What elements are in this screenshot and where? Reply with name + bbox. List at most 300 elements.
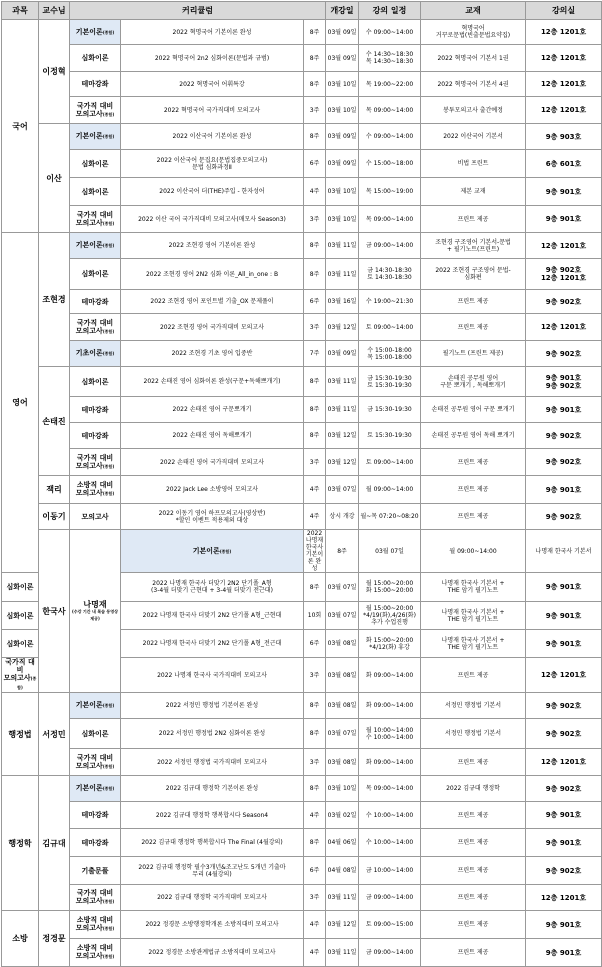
category-label: 기본이론 <box>192 546 220 555</box>
professor-name: 이동기 <box>42 512 66 521</box>
start-date-cell: 03월 12일 <box>326 911 359 939</box>
professor-cell <box>70 530 121 693</box>
start-date-cell: 03월 10일 <box>326 97 359 124</box>
schedule-table <box>1 1 602 967</box>
category-label: 심화이론 <box>81 729 109 738</box>
room-cell: 9층 901호 <box>526 829 602 857</box>
schedule-cell: 수 19:00~21:30 <box>359 290 421 314</box>
table-row <box>2 150 602 178</box>
textbook-cell: 손태진 공무원 영어 구문 뽀개기 , 독해뽀개기 <box>421 367 526 397</box>
start-date-cell: 03월 07일 <box>326 573 359 602</box>
room-cell: 12층 1201호 <box>526 749 602 776</box>
weeks-cell: 4주 <box>304 939 326 967</box>
weeks-cell: 10회 <box>304 602 326 630</box>
category-label: 심화이론 <box>81 377 109 386</box>
weeks-cell: 6주 <box>304 630 326 658</box>
weeks-cell: 3주 <box>304 749 326 776</box>
course-name-cell: 2022 이산국어 문집요(문법집중모의고사) 문법 심화과정Ⅱ <box>121 150 304 178</box>
start-date-cell: 03월 11일 <box>326 367 359 397</box>
start-date-cell: 03월 16일 <box>326 290 359 314</box>
schedule-cell: 목 15:00~19:00 <box>359 178 421 206</box>
room-cell: 9층 902호 <box>526 776 602 802</box>
start-date-cell: 03월 09일 <box>326 124 359 150</box>
table-row <box>2 20 602 45</box>
schedule-cell: 수 15:00~18:00 <box>359 150 421 178</box>
category-label: 기초이론 <box>75 349 103 357</box>
start-date-cell: 03월 09일 <box>326 45 359 72</box>
start-date-cell: 03월 11일 <box>326 259 359 290</box>
professor-name: 잭리 <box>46 485 62 494</box>
subject-cell: 소방 <box>2 911 39 967</box>
header-row <box>2 2 602 20</box>
schedule-cell: 토 15:30-19:30 <box>359 423 421 449</box>
table-row <box>2 178 602 206</box>
textbook-cell: 프린트 제공 <box>421 802 526 829</box>
course-name-cell: 2022 조현경 영어 포인트별 기출_OX 문제풀이 <box>121 290 304 314</box>
room-cell: 9층 901호 <box>526 178 602 206</box>
table-row <box>2 802 602 829</box>
weeks-cell: 8주 <box>304 72 326 97</box>
course-name-cell: 2022 이동기 영어 하프모의고사(영상반) *할인 이벤트 적용제외 대상 <box>121 504 304 530</box>
professor-cell <box>39 504 70 530</box>
textbook-cell: 프린트 제공 <box>421 449 526 476</box>
professor-note: (수강 기간 내 복습 동영상 제공) <box>71 608 119 621</box>
weeks-cell: 8주 <box>304 423 326 449</box>
textbook-cell: 제본 교재 <box>421 178 526 206</box>
textbook-cell: 필기노트 (프린트 제공) <box>421 341 526 367</box>
category-cell <box>70 857 121 885</box>
start-date-cell: 03월 07일 <box>326 476 359 504</box>
professor-cell <box>39 776 70 911</box>
textbook-cell: 2022 혁명국어 기본서 4권 <box>421 72 526 97</box>
room-cell: 12층 1201호 <box>526 885 602 911</box>
course-name-cell: 2022 나명재 한국사 기본이론 완성 <box>304 530 326 573</box>
schedule-cell: 목 09:00~14:00 <box>359 97 421 124</box>
category-cell <box>70 423 121 449</box>
category-cell <box>2 658 39 693</box>
course-name-cell: 2022 김규대 행정학 행복합시다 The Final (4월강의) <box>121 829 304 857</box>
weeks-cell: 8주 <box>304 693 326 719</box>
weeks-cell: 3주 <box>304 206 326 233</box>
category-cell <box>121 530 304 573</box>
start-date-cell: 04월 08일 <box>326 857 359 885</box>
category-label: 소방직 대비 모의고사 <box>75 916 114 932</box>
schedule-cell: 월 09:00~14:00 <box>421 530 526 573</box>
category-label: 국가직 대비 모의고사 <box>75 889 114 905</box>
textbook-cell: 손태진 공무원 영어 구문 뽀개기 <box>421 397 526 423</box>
category-cell <box>70 504 121 530</box>
weeks-cell: 8주 <box>304 829 326 857</box>
course-name-cell: 2022 김규대 행정학 국가직대비 모의고사 <box>121 885 304 911</box>
category-tag: (종합) <box>102 954 115 959</box>
category-label: 국가직 대비 모의고사 <box>75 318 114 335</box>
category-label: 국가직 대비 모의고사 <box>75 753 114 770</box>
schedule-cell: 월~목 07:20~08:20 <box>359 504 421 530</box>
start-date-cell: 04월 06일 <box>326 829 359 857</box>
textbook-cell: 프린트 제공 <box>421 885 526 911</box>
room-cell: 9층 901호 9층 902호 <box>526 367 602 397</box>
textbook-cell: 2022 혁명국어 기본서 1권 <box>421 45 526 72</box>
start-date-cell: 03월 08일 <box>326 658 359 693</box>
category-cell <box>70 314 121 341</box>
table-row <box>2 829 602 857</box>
category-label: 심화이론 <box>6 583 34 591</box>
textbook-cell: 혁명국어 거꾸로문법(빈출문법요약집) <box>421 20 526 45</box>
schedule-cell: 월 09:00~14:00 <box>359 476 421 504</box>
subject-cell: 행정학 <box>2 776 39 911</box>
table-row <box>2 341 602 367</box>
professor-cell <box>39 367 70 476</box>
table-row <box>2 233 602 259</box>
weeks-cell: 3주 <box>304 314 326 341</box>
start-date-cell: 03월 09일 <box>326 20 359 45</box>
start-date-cell: 03월 07일 <box>326 602 359 630</box>
category-cell <box>70 939 121 967</box>
header-room: 강의실 <box>526 2 602 20</box>
schedule-cell: 월 15:00~20:00 화 15:00~20:00 <box>359 573 421 602</box>
category-cell <box>70 749 121 776</box>
start-date-cell: 03월 07일 <box>359 530 421 573</box>
category-tag: (종합) <box>102 463 115 469</box>
start-date-cell: 03월 08일 <box>326 630 359 658</box>
weeks-cell: 8주 <box>304 367 326 397</box>
subject-cell: 행정법 <box>2 693 39 776</box>
start-date-cell: 03월 10일 <box>326 776 359 802</box>
table-row <box>2 72 602 97</box>
textbook-cell: 프린트 제공 <box>421 290 526 314</box>
professor-name: 김규대 <box>42 838 66 848</box>
textbook-cell: 2022 이산국어 기본서 <box>421 124 526 150</box>
category-label: 국가직 대비 모의고사 <box>75 210 114 227</box>
schedule-cell: 화 09:00~14:00 <box>359 749 421 776</box>
professor-cell <box>39 693 70 776</box>
room-cell: 9층 903호 <box>526 124 602 150</box>
course-name-cell: 2022 김규대 행정학 필수3개년&조고난도 5개년 기출마 무리 (4월강의) <box>121 857 304 885</box>
schedule-cell: 금 15:30-19:30 토 15:30-19:30 <box>359 367 421 397</box>
course-name-cell: 2022 손태진 영어 독해뽀개기 <box>121 423 304 449</box>
schedule-cell: 금 14:30-18:30 토 14:30-18:30 <box>359 259 421 290</box>
schedule-cell: 토 09:00~14:00 <box>359 314 421 341</box>
category-label: 모의고사 <box>81 512 109 521</box>
weeks-cell: 8주 <box>304 573 326 602</box>
header-schedule: 강의 일정 <box>359 2 421 20</box>
category-label: 테마강좌 <box>81 838 109 847</box>
category-cell <box>70 20 121 45</box>
room-cell: 9층 901호 <box>526 939 602 967</box>
table-row <box>2 857 602 885</box>
schedule-cell: 목 09:00~14:00 <box>359 206 421 233</box>
start-date-cell: 03월 09일 <box>326 341 359 367</box>
table-row <box>2 97 602 124</box>
professor-name: 이산 <box>46 173 62 183</box>
category-tag: (종합) <box>102 491 115 496</box>
textbook-cell: 손태진 공무원 영어 독해 뽀개기 <box>421 423 526 449</box>
course-name-cell: 2022 손태진 영어 심화이론 완성(구문+독해쁘개기) <box>121 367 304 397</box>
professor-cell <box>39 20 70 124</box>
table-row <box>2 290 602 314</box>
category-label: 국가직 대비 모의고사 <box>3 658 35 682</box>
weeks-cell: 4주 <box>304 802 326 829</box>
category-label: 테마강좌 <box>81 297 109 306</box>
room-cell: 12층 1201호 <box>526 20 602 45</box>
course-name-cell: 2022 손태진 영어 국가직대비 모의고사 <box>121 449 304 476</box>
category-tag: (종합) <box>102 703 115 708</box>
course-name-cell: 2022 조현경 영어 기본이론 완성 <box>121 233 304 259</box>
schedule-cell: 월 15:00~20:00 *4/19(화),4/26(화) 추가 수업진행 <box>359 602 421 630</box>
category-cell <box>70 397 121 423</box>
category-cell <box>70 72 121 97</box>
start-date-cell: 03월 11일 <box>326 397 359 423</box>
table-row <box>2 911 602 939</box>
course-name-cell: 2022 혁명국어 어휘특강 <box>121 72 304 97</box>
weeks-cell: 4주 <box>304 911 326 939</box>
category-cell <box>2 573 39 602</box>
table-row <box>2 776 602 802</box>
textbook-cell: 프린트 제공 <box>421 658 526 693</box>
schedule-cell: 토 09:00~15:00 <box>359 911 421 939</box>
category-label: 기본이론 <box>75 132 103 140</box>
category-cell <box>70 206 121 233</box>
category-cell <box>70 150 121 178</box>
table-row <box>2 259 602 290</box>
category-cell <box>2 602 39 630</box>
subject-cell: 한국사 <box>39 530 70 693</box>
category-label: 테마강좌 <box>81 811 109 819</box>
course-name-cell: 2022 이산국어 기본이론 완성 <box>121 124 304 150</box>
category-label: 기본이론 <box>75 241 103 249</box>
schedule-cell: 목 19:00~22:00 <box>359 72 421 97</box>
category-tag: (종합) <box>17 676 37 690</box>
schedule-cell: 목 09:00~14:00 <box>359 776 421 802</box>
category-tag: (종합) <box>102 786 115 791</box>
category-tag: (종합) <box>102 763 115 769</box>
professor-name: 나명재 <box>83 599 107 609</box>
course-name-cell: 2022 서정민 행정법 기본이론 완성 <box>121 693 304 719</box>
category-cell <box>70 341 121 367</box>
textbook-cell: 나명재 한국사 기본서 + THE 암기 필기노트 <box>421 630 526 658</box>
table-row <box>2 504 602 530</box>
textbook-cell: 봉투모의고사 출간예정 <box>421 97 526 124</box>
category-cell <box>70 476 121 504</box>
weeks-cell: 7주 <box>304 341 326 367</box>
category-cell <box>70 885 121 911</box>
textbook-cell: 비법 프린트 <box>421 150 526 178</box>
category-label: 심화이론 <box>6 639 34 648</box>
weeks-cell: 8주 <box>326 530 359 573</box>
table-row <box>2 206 602 233</box>
category-label: 테마강좌 <box>81 80 109 88</box>
category-cell <box>70 719 121 749</box>
textbook-cell: 프린트 제공 <box>421 857 526 885</box>
course-name-cell: 2022 서정민 행정법 국가직대비 모의고사 <box>121 749 304 776</box>
category-label: 소방직 대비 모의고사 <box>75 944 114 960</box>
category-label: 테마강좌 <box>81 431 109 440</box>
course-name-cell: 2022 조현경 영어 2N2 심화 이론_All_in_one : B <box>121 259 304 290</box>
course-name-cell: 2022 혁명국어 국가직대비 모의고사 <box>121 97 304 124</box>
professor-cell <box>39 911 70 967</box>
textbook-cell: 조현경 구조영어 기본서-문법 + 필기노트(프린트) <box>421 233 526 259</box>
start-date-cell: 03월 11일 <box>326 939 359 967</box>
schedule-body <box>2 20 602 967</box>
weeks-cell: 4주 <box>304 476 326 504</box>
professor-cell <box>39 476 70 504</box>
category-label: 기본이론 <box>75 701 103 709</box>
category-label: 기출문풀 <box>81 866 109 875</box>
weeks-cell: 8주 <box>304 45 326 72</box>
table-row <box>2 749 602 776</box>
room-cell: 9층 902호 <box>526 857 602 885</box>
start-date-cell: 03월 10일 <box>326 178 359 206</box>
start-date-cell: 상시 개강 <box>326 504 359 530</box>
category-label: 테마강좌 <box>81 405 109 414</box>
room-cell: 9층 901호 <box>526 802 602 829</box>
start-date-cell: 03월 11일 <box>326 885 359 911</box>
weeks-cell: 8주 <box>304 259 326 290</box>
subject-cell: 영어 <box>2 233 39 573</box>
room-cell: 9층 902호 <box>526 423 602 449</box>
table-row <box>2 367 602 397</box>
category-tag: (종합) <box>102 220 115 226</box>
textbook-cell: 프린트 제공 <box>421 504 526 530</box>
room-cell: 12층 1201호 <box>526 45 602 72</box>
textbook-cell: 나명재 한국사 기본서 <box>526 530 602 573</box>
course-name-cell: 2022 김규대 행정학 기본이론 완성 <box>121 776 304 802</box>
category-cell <box>70 802 121 829</box>
professor-name: 이정혁 <box>42 67 66 76</box>
category-cell <box>70 45 121 72</box>
room-cell: 6층 601호 <box>526 150 602 178</box>
table-row <box>2 693 602 719</box>
course-name-cell: 2022 조현경 기초 영어 입중반 <box>121 341 304 367</box>
header-professor: 교수님 <box>39 2 70 20</box>
category-tag: (종합) <box>102 899 115 904</box>
schedule-cell: 금 09:00~14:00 <box>359 885 421 911</box>
weeks-cell: 4주 <box>304 178 326 206</box>
textbook-cell: 서정민 행정법 기본서 <box>421 719 526 749</box>
category-tag: (종합) <box>102 243 115 248</box>
header-textbook: 교재 <box>421 2 526 20</box>
start-date-cell: 03월 02일 <box>326 802 359 829</box>
category-cell <box>70 367 121 397</box>
professor-name: 조현경 <box>42 295 66 304</box>
weeks-cell: 8주 <box>304 776 326 802</box>
category-tag: (종합) <box>102 328 115 334</box>
room-cell: 12층 1201호 <box>526 72 602 97</box>
room-cell: 9층 902호 <box>526 504 602 530</box>
weeks-cell: 8주 <box>304 20 326 45</box>
start-date-cell: 03월 10일 <box>326 72 359 97</box>
category-cell <box>70 178 121 206</box>
textbook-cell: 2022 김규대 행정학 <box>421 776 526 802</box>
table-row <box>2 885 602 911</box>
textbook-cell: 서정민 행정법 기본서 <box>421 693 526 719</box>
room-cell: 9층 901호 <box>526 573 602 602</box>
category-cell <box>70 449 121 476</box>
weeks-cell: 6주 <box>304 857 326 885</box>
room-cell: 12층 1201호 <box>526 233 602 259</box>
course-name-cell: 2022 Jack Lee 소방영어 모의고사 <box>121 476 304 504</box>
room-cell: 9층 901호 <box>526 630 602 658</box>
weeks-cell: 3주 <box>304 449 326 476</box>
room-cell: 12층 1201호 <box>526 97 602 124</box>
textbook-cell: 프린트 제공 <box>421 749 526 776</box>
room-cell: 9층 901호 <box>526 206 602 233</box>
schedule-cell: 화 15:00~20:00 *4/12(화) 휴강 <box>359 630 421 658</box>
weeks-cell: 8주 <box>304 124 326 150</box>
table-row <box>2 423 602 449</box>
course-name-cell: 2022 나명재 한국사 더맞기 2N2 단기폴_A형 (3-4월 더맞기 근현대 + 3-4월 더맞기 전근대) <box>121 573 304 602</box>
schedule-cell: 금 09:00~14:00 <box>359 233 421 259</box>
room-cell: 9층 901호 <box>526 911 602 939</box>
header-curriculum: 커리큘럼 <box>70 2 326 20</box>
header-subject: 과목 <box>2 2 39 20</box>
start-date-cell: 03월 10일 <box>326 206 359 233</box>
weeks-cell: 8주 <box>304 719 326 749</box>
professor-name: 서정민 <box>42 729 66 739</box>
schedule-cell: 수 09:00~14:00 <box>359 20 421 45</box>
category-cell <box>70 693 121 719</box>
course-name-cell: 2022 정경문 소방관계법규 소방직대비 모의고사 <box>121 939 304 967</box>
schedule-cell: 금 10:00~14:00 <box>359 857 421 885</box>
category-cell <box>70 290 121 314</box>
room-cell: 9층 902호 <box>526 719 602 749</box>
weeks-cell: 4주 <box>304 504 326 530</box>
textbook-cell: 프린트 제공 <box>421 314 526 341</box>
course-name-cell: 2022 나명재 한국사 국가직대비 모의고사 <box>121 658 304 693</box>
category-tag: (종합) <box>219 548 232 554</box>
start-date-cell: 03월 08일 <box>326 693 359 719</box>
start-date-cell: 03월 12일 <box>326 314 359 341</box>
textbook-cell: 프린트 제공 <box>421 476 526 504</box>
weeks-cell: 8주 <box>304 233 326 259</box>
room-cell: 9층 902호 <box>526 693 602 719</box>
course-name-cell: 2022 손태진 영어 구문뽀개기 <box>121 397 304 423</box>
textbook-cell: 프린트 제공 <box>421 911 526 939</box>
table-row <box>2 314 602 341</box>
schedule-cell: 수 14:30~18:30 목 14:30~18:30 <box>359 45 421 72</box>
start-date-cell: 03월 12일 <box>326 449 359 476</box>
weeks-cell: 6주 <box>304 150 326 178</box>
start-date-cell: 03월 12일 <box>326 423 359 449</box>
category-cell <box>2 630 39 658</box>
professor-name: 정경문 <box>42 934 66 943</box>
start-date-cell: 03월 09일 <box>326 150 359 178</box>
category-cell <box>70 829 121 857</box>
category-label: 기본이론 <box>75 784 103 792</box>
category-label: 심화이론 <box>81 159 109 168</box>
table-row <box>2 45 602 72</box>
table-row <box>2 397 602 423</box>
schedule-cell: 월 10:00~14:00 수 10:00~14:00 <box>359 719 421 749</box>
category-label: 국가직 대비 모의고사 <box>75 101 114 118</box>
course-name-cell: 2022 조현경 영어 국가직대비 모의고사 <box>121 314 304 341</box>
category-cell <box>70 124 121 150</box>
room-cell: 9층 902호 <box>526 290 602 314</box>
category-label: 심화이론 <box>81 54 109 62</box>
subject-cell: 국어 <box>2 20 39 233</box>
room-cell: 9층 902호 <box>526 449 602 476</box>
course-name-cell: 2022 정경문 소방행정학개론 소방직대비 모의고사 <box>121 911 304 939</box>
course-name-cell: 2022 이산 국어 국가직대비 모의고사(매모사 Season3) <box>121 206 304 233</box>
category-tag: (종합) <box>102 111 115 117</box>
table-row <box>2 449 602 476</box>
category-cell <box>70 233 121 259</box>
professor-name: 손태진 <box>42 416 66 426</box>
course-name-cell: 2022 나명재 한국사 더맞기 2N2 단기폴 A형_전근대 <box>121 630 304 658</box>
weeks-cell: 6주 <box>304 290 326 314</box>
category-tag: (종합) <box>102 134 115 139</box>
room-cell: 12층 1201호 <box>526 314 602 341</box>
